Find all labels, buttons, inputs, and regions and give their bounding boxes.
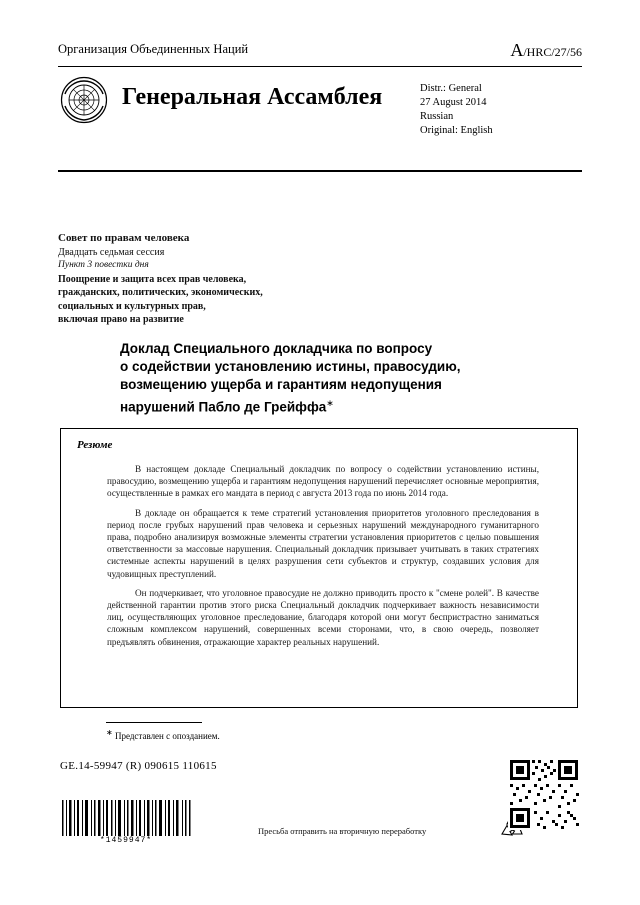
summary-paragraph: В настоящем докладе Специальный докладчик по вопросу о содействии установлению истины, правосудию, возмещению ущерба и гарантиям недопущения нарушений перечисляет основные мероприятия, осуществленные в рамках его мандата в период с августа 2013 года по июнь 2014 года. <box>107 464 539 499</box>
document-code: GE.14-59947 (R) 090615 110615 <box>60 760 217 772</box>
page-sheet <box>58 40 582 860</box>
document-symbol-prefix: A <box>510 40 524 60</box>
barcode-icon <box>60 800 192 836</box>
report-title-line-2: о содействии установлению истины, правосудию, <box>120 359 461 374</box>
distribution-line-3: Russian <box>420 111 454 122</box>
footnote-text: Представлен с опозданием. <box>114 731 220 741</box>
council-agenda-line-1: Поощрение и защита всех прав человека, <box>58 273 247 285</box>
summary-box <box>60 428 578 708</box>
distribution-block <box>420 82 493 138</box>
distribution-line-4: Original: English <box>420 125 493 136</box>
report-title-line-3: возмещению ущерба и гарантиям недопущения <box>120 377 442 392</box>
council-block <box>58 232 458 327</box>
report-title-line-4-wrap <box>120 394 560 417</box>
document-symbol-suffix: /HRC/27/56 <box>523 45 582 59</box>
header-body <box>58 66 582 144</box>
council-agenda-line-3: социальных и культурных прав, <box>58 300 206 312</box>
header-thick-divider <box>58 170 582 172</box>
qr-code-icon <box>508 758 580 830</box>
un-emblem-icon <box>60 76 108 124</box>
report-title-footnote-marker: ∗ <box>326 398 334 408</box>
summary-paragraph: В докладе он обращается к теме стратегий установления приоритетов уголовного преследования в период после грубых нарушений прав человека и серьезных нарушений международного гуманитарного права, подробно анализируя возможные элементы стратегии установления приоритетов с целью повышения ответственности за массовые нарушения. Специальный докладчик призывает учитывать в таких стратегиях системные аспекты нарушений в целях разрушения сети субъектов и структур, создавших условия для чудовищных преступлений. <box>107 507 539 579</box>
distribution-line-1: Distr.: General <box>420 83 482 94</box>
footnote <box>106 728 220 741</box>
page-title: Генеральная Ассамблея <box>122 84 383 110</box>
distribution-line-2: 27 August 2014 <box>420 97 487 108</box>
council-agenda-item: Пункт 3 повестки дня <box>58 260 149 270</box>
council-agenda-line-4: включая право на развитие <box>58 314 184 325</box>
report-title-line-4: нарушений Пабло де Грейффа <box>120 399 327 415</box>
council-agenda-line-2: гражданских, политических, экономических, <box>58 287 263 298</box>
council-session: Двадцать седьмая сессия <box>58 246 165 258</box>
organization-name: Организация Объединенных Наций <box>58 42 249 56</box>
footnote-divider <box>106 722 202 723</box>
council-name: Совет по правам человека <box>58 232 190 244</box>
summary-body <box>107 463 539 655</box>
document-symbol <box>510 40 582 61</box>
recycle-note: Пресьба отправить на вторичную переработку <box>258 826 427 836</box>
header-top <box>58 40 582 66</box>
report-title <box>120 340 560 417</box>
footnote-marker: ∗ <box>106 728 113 737</box>
summary-paragraph: Он подчеркивает, что уголовное правосудие не должно приводить просто к "смене ролей". В качестве действенной гарантии против этого риска Специальный докладчик подчеркивает важность независимости лиц, осуществляющих уголовное преследование, благодаря которой они могут беспристрастно заниматься сложным комплексом нарушений, совершенных всеми сторонами, что, в свою очередь, позволяет предъявлять обвинения, отражающие характер реальных нарушений. <box>107 587 539 647</box>
barcode-text: *1459947* <box>99 836 153 845</box>
summary-label: Резюме <box>77 439 113 451</box>
report-title-line-1: Доклад Специального докладчика по вопросу <box>120 341 433 356</box>
